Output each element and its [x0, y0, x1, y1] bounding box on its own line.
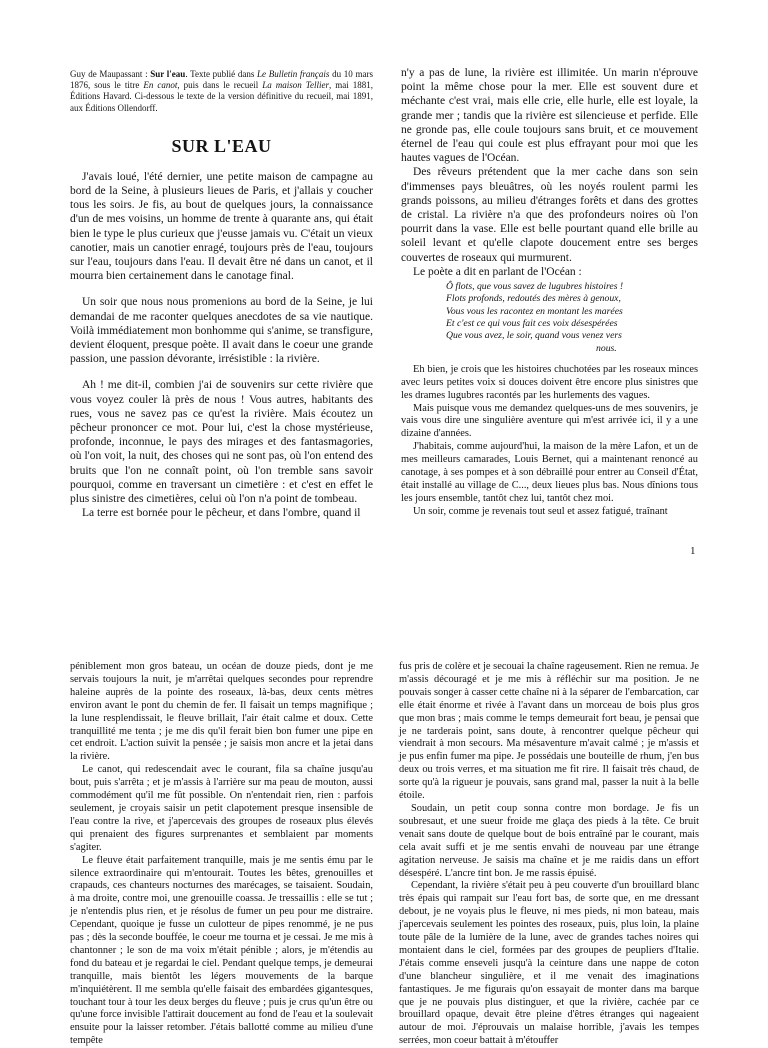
poem-line: Vous vous les racontez en montant les marées: [446, 305, 623, 317]
intro-note: [70, 69, 373, 114]
intro-journal: Le Bulletin français: [257, 69, 330, 79]
intro-text: :: [142, 69, 151, 79]
intro-collection: La maison Tellier: [262, 80, 329, 91]
poem-line: Et c'est ce qui vous fait ces voix désespérées: [446, 317, 618, 329]
poem-line: Ô flots, que vous savez de lugubres histoires !: [446, 281, 624, 293]
intro-text: , mai 1881, Éditions Havard. Ci-dessous le texte de la version définitive du recueil, mai 1891, aux Éditions Ollendorff.: [70, 80, 374, 113]
poem-line: nous.: [596, 342, 617, 354]
paragraph: Le fleuve était parfaitement tranquille, mais je me sentis ému par le silence extraordinaire qui m'entourait. Toutes les bêtes, grenouilles et crapauds, ces chanteurs nocturnes des marécages, se taisaient. Soudain, à ma droite, contre moi, une grenouille coassa. Je tressaillis : elle se tut ; je n'entendis plus rien, et je résolus de fumer un peu pour me distraire. Cependant, quoique je fusse un culotteur de pipes renommé, je ne pus pas ; dès la seconde bouffée, le coeur me tourna et je cessai. Je me mis à chantonner ; le son de ma voix m'était pénible ; alors, je m'étendis au fond du bateau et je regardai le ciel. Pendant quelque temps, je demeurai tranquille, mais bientôt les légers mouvements de la barque m'inquiétèrent. Il me sembla qu'elle faisait des embardées gigantesques, touchant tour à tour les deux berges du fleuve ; puis je crus qu'un être ou qu'une force invisible l'attirait doucement au fond de l'eau et la soulevait ensuite pour la laisser retomber. J'étais ballotté comme au milieu d'une tempête: [70, 854, 373, 1047]
paragraph: J'avais loué, l'été dernier, une petite maison de campagne au bord de la Seine, à plusieurs lieues de Paris, et j'allais y coucher tous les soirs. Je fis, au bout de quelques jours, la connaissance d'un de mes voisins, un homme de trente à quarante ans, qui était bien le type le plus curieux que j'eusse jamais vu. C'était un vieux canotier, mais un canotier enragé, toujours près de l'eau, toujours sur l'eau, toujours dans l'eau. Il devait être né dans un canot, et il mourra bien certainement dans le canotage final.: [70, 170, 373, 283]
intro-author: Guy de Maupassant: [70, 69, 143, 79]
paragraph: Des rêveurs prétendent que la mer cache dans son sein d'immenses pays bleuâtres, où les noyés roulent parmi les grands poissons, au milieu d'étranges forêts et dans des grottes de cristal. La rivière n'a que des profondeurs noires où l'on pourrit dans la vase. Elle est belle pourtant quand elle brille au soleil levant et qu'elle clapote doucement entre ses berges couvertes de roseaux qui murmurent.: [401, 166, 698, 264]
intro-text: , puis dans le recueil: [177, 80, 263, 91]
column-4: [399, 661, 699, 1047]
paragraph: Le canot, qui redescendait avec le courant, fila sa chaîne jusqu'au bout, puis s'arrêta ; et je m'assis à l'arrière sur ma peau de mouton, aussi commodément qu'il me fût possible. On n'entendait rien, rien : parfois seulement, je croyais saisir un petit clapotement presque insensible de l'eau contre la rive, et j'apercevais des groupes de roseaux plus élevés qui prenaient des figures surprenantes et semblaient par moments s'agiter.: [70, 764, 373, 853]
poem-line: Flots profonds, redoutés des mères à genoux,: [446, 293, 621, 305]
column-2: [401, 66, 698, 519]
paragraph: Ah ! me dit-il, combien j'ai de souvenirs sur cette rivière que vous voyez couler là près de nous ! Vous autres, habitants des rues, vous ne savez pas ce qu'est la rivière. Mais écoutez un pêcheur prononcer ce mot. Pour lui, c'est la chose mystérieuse, profonde, inconnue, le pays des mirages et des fantasmagories, où l'on voit, la nuit, des choses qui ne sont pas, où l'on entend des bruits que l'on ne connaît point, où l'on tremble sans savoir pourquoi, comme en traversant un cimetière : et c'est en effet le plus sinistre des cimetières, celui où l'on n'a point de tombeau.: [70, 379, 373, 506]
paragraph: Eh bien, je crois que les histoires chuchotées par les roseaux minces avec leurs petites voix si douces doivent être encore plus sinistres que les drames lugubres racontés par les hurlements des vagues.: [401, 363, 698, 401]
paragraph: péniblement mon gros bateau, un océan de douze pieds, dont je me servais toujours la nuit, je m'arrêtai quelques secondes pour reprendre haleine auprès de la pointe des roseaux, là-bas, deux cents mètres environ avant le pont du chemin de fer. Il faisait un temps magnifique ; la lune resplendissait, le fleuve brillait, l'air était calme et doux. Cette tranquillité me tenta ; je me dis qu'il ferait bien bon fumer une pipe en cet endroit. L'action suivit la pensée ; je saisis mon ancre et la jetai dans la rivière.: [70, 661, 373, 763]
poem-line: Que vous avez, le soir, quand vous venez vers: [446, 330, 622, 342]
poem-quote: [446, 281, 698, 355]
paragraph: Un soir, comme je revenais tout seul et assez fatigué, traînant: [413, 505, 668, 517]
intro-first-title: En canot: [143, 80, 178, 91]
column-1: [70, 69, 373, 520]
paragraph: Cependant, la rivière s'était peu à peu couverte d'un brouillard blanc très épais qui rampait sur l'eau fort bas, de sorte que, en me dressant debout, je ne voyais plus le fleuve, ni mes pieds, ni mon bateau, mais j'apercevais seulement les pointes des roseaux, puis, plus loin, la plaine toute pâle de la lumière de la lune, avec de grandes taches noires qui montaient dans le ciel, formées par des groupes de peupliers d'Italie. J'étais comme enseveli jusqu'à la ceinture dans une nappe de coton d'une blancheur singulière, et il me venait des imaginations fantastiques. Je me figurais qu'on essayait de monter dans ma barque que je ne pouvais plus distinguer, et que la rivière, cachée par ce brouillard opaque, devait être pleine d'êtres étranges qui nageaient autour de moi. J'éprouvais un malaise horrible, j'avais les tempes serrées, mon coeur battait à m'étouffer: [399, 880, 699, 1047]
intro-text: du 10 mars 1876, sous le titre: [70, 69, 373, 91]
intro-text: . Texte publié dans: [185, 69, 258, 79]
paragraph: Le poète a dit en parlant de l'Océan :: [413, 265, 582, 278]
paragraph: Mais puisque vous me demandez quelques-uns de mes souvenirs, je vais vous dire une singulière aventure qui m'est arrivée ici, il y a une dizaine d'années.: [401, 402, 698, 440]
page-number: 1: [690, 545, 696, 557]
paragraph: fus pris de colère et je secouai la chaîne rageusement. Rien ne remua. Je m'assis découragé et je me mis à réfléchir sur ma position. Je ne pouvais songer à casser cette chaîne ni à la séparer de l'embarcation, car elle était énorme et rivée à l'avant dans un morceau de bois plus gros que mon bras ; mais comme le temps demeurait fort beau, je pensai que je ne tarderais point, sans doute, à rencontrer quelque pêcheur qui viendrait à mon secours. Ma mésaventure m'avait calmé ; je m'assis et je pus enfin fumer ma pipe. Je possédais une bouteille de rhum, j'en bus deux ou trois verres, et ma situation me fit rire. Il faisait très chaud, de sorte qu'à la rigueur je pouvais, sans grand mal, passer la nuit à la belle étoile.: [399, 661, 699, 802]
paragraph: n'y a pas de lune, la rivière est illimitée. Un marin n'éprouve point la même chose pour la mer. Elle est souvent dure et méchante c'est vrai, mais elle crie, elle hurle, elle est loyale, la grande mer ; tandis que la rivière est silencieuse et perfide. Elle ne gronde pas, elle coule toujours sans bruit, et ce mouvement éternel de l'eau qui coule est plus effrayant pour moi que les hautes vagues de l'Océan.: [401, 67, 698, 165]
paragraph: La terre est bornée pour le pêcheur, et dans l'ombre, quand il: [82, 507, 361, 520]
column-3: [70, 661, 373, 1047]
paragraph: Un soir que nous nous promenions au bord de la Seine, je lui demandai de me raconter quelques anecdotes de sa vie nautique. Voilà immédiatement mon bonhomme qui s'anime, se transfigure, devient éloquent, presque poète. Il avait dans le coeur une grande passion, une passion dévorante, irrésistible : la rivière.: [70, 296, 373, 366]
paragraph: J'habitais, comme aujourd'hui, la maison de la mère Lafon, et un de mes meilleurs camarades, Louis Bernet, qui a maintenant renoncé au canotage, à ses pompes et à son débraillé pour entrer au Conseil d'État, était installé au village de C..., deux lieues plus bas. Nous dînions tous les jours ensemble, tantôt chez lui, tantôt chez moi.: [401, 441, 698, 504]
intro-title: Sur l'eau: [150, 69, 186, 79]
paragraph: Soudain, un petit coup sonna contre mon bordage. Je fis un soubresaut, et une sueur froide me glaça des pieds à la tête. Ce bruit venait sans doute de quelque bout de bois entraîné par le courant, mais cela avait suffi et je me sentis envahi de nouveau par une étrange agitation nerveuse. Je saisis ma chaîne et je me raidis dans un effort désespéré. L'ancre tint bon. Je me rassis épuisé.: [399, 802, 699, 879]
document-title: SUR L'EAU: [171, 135, 272, 156]
